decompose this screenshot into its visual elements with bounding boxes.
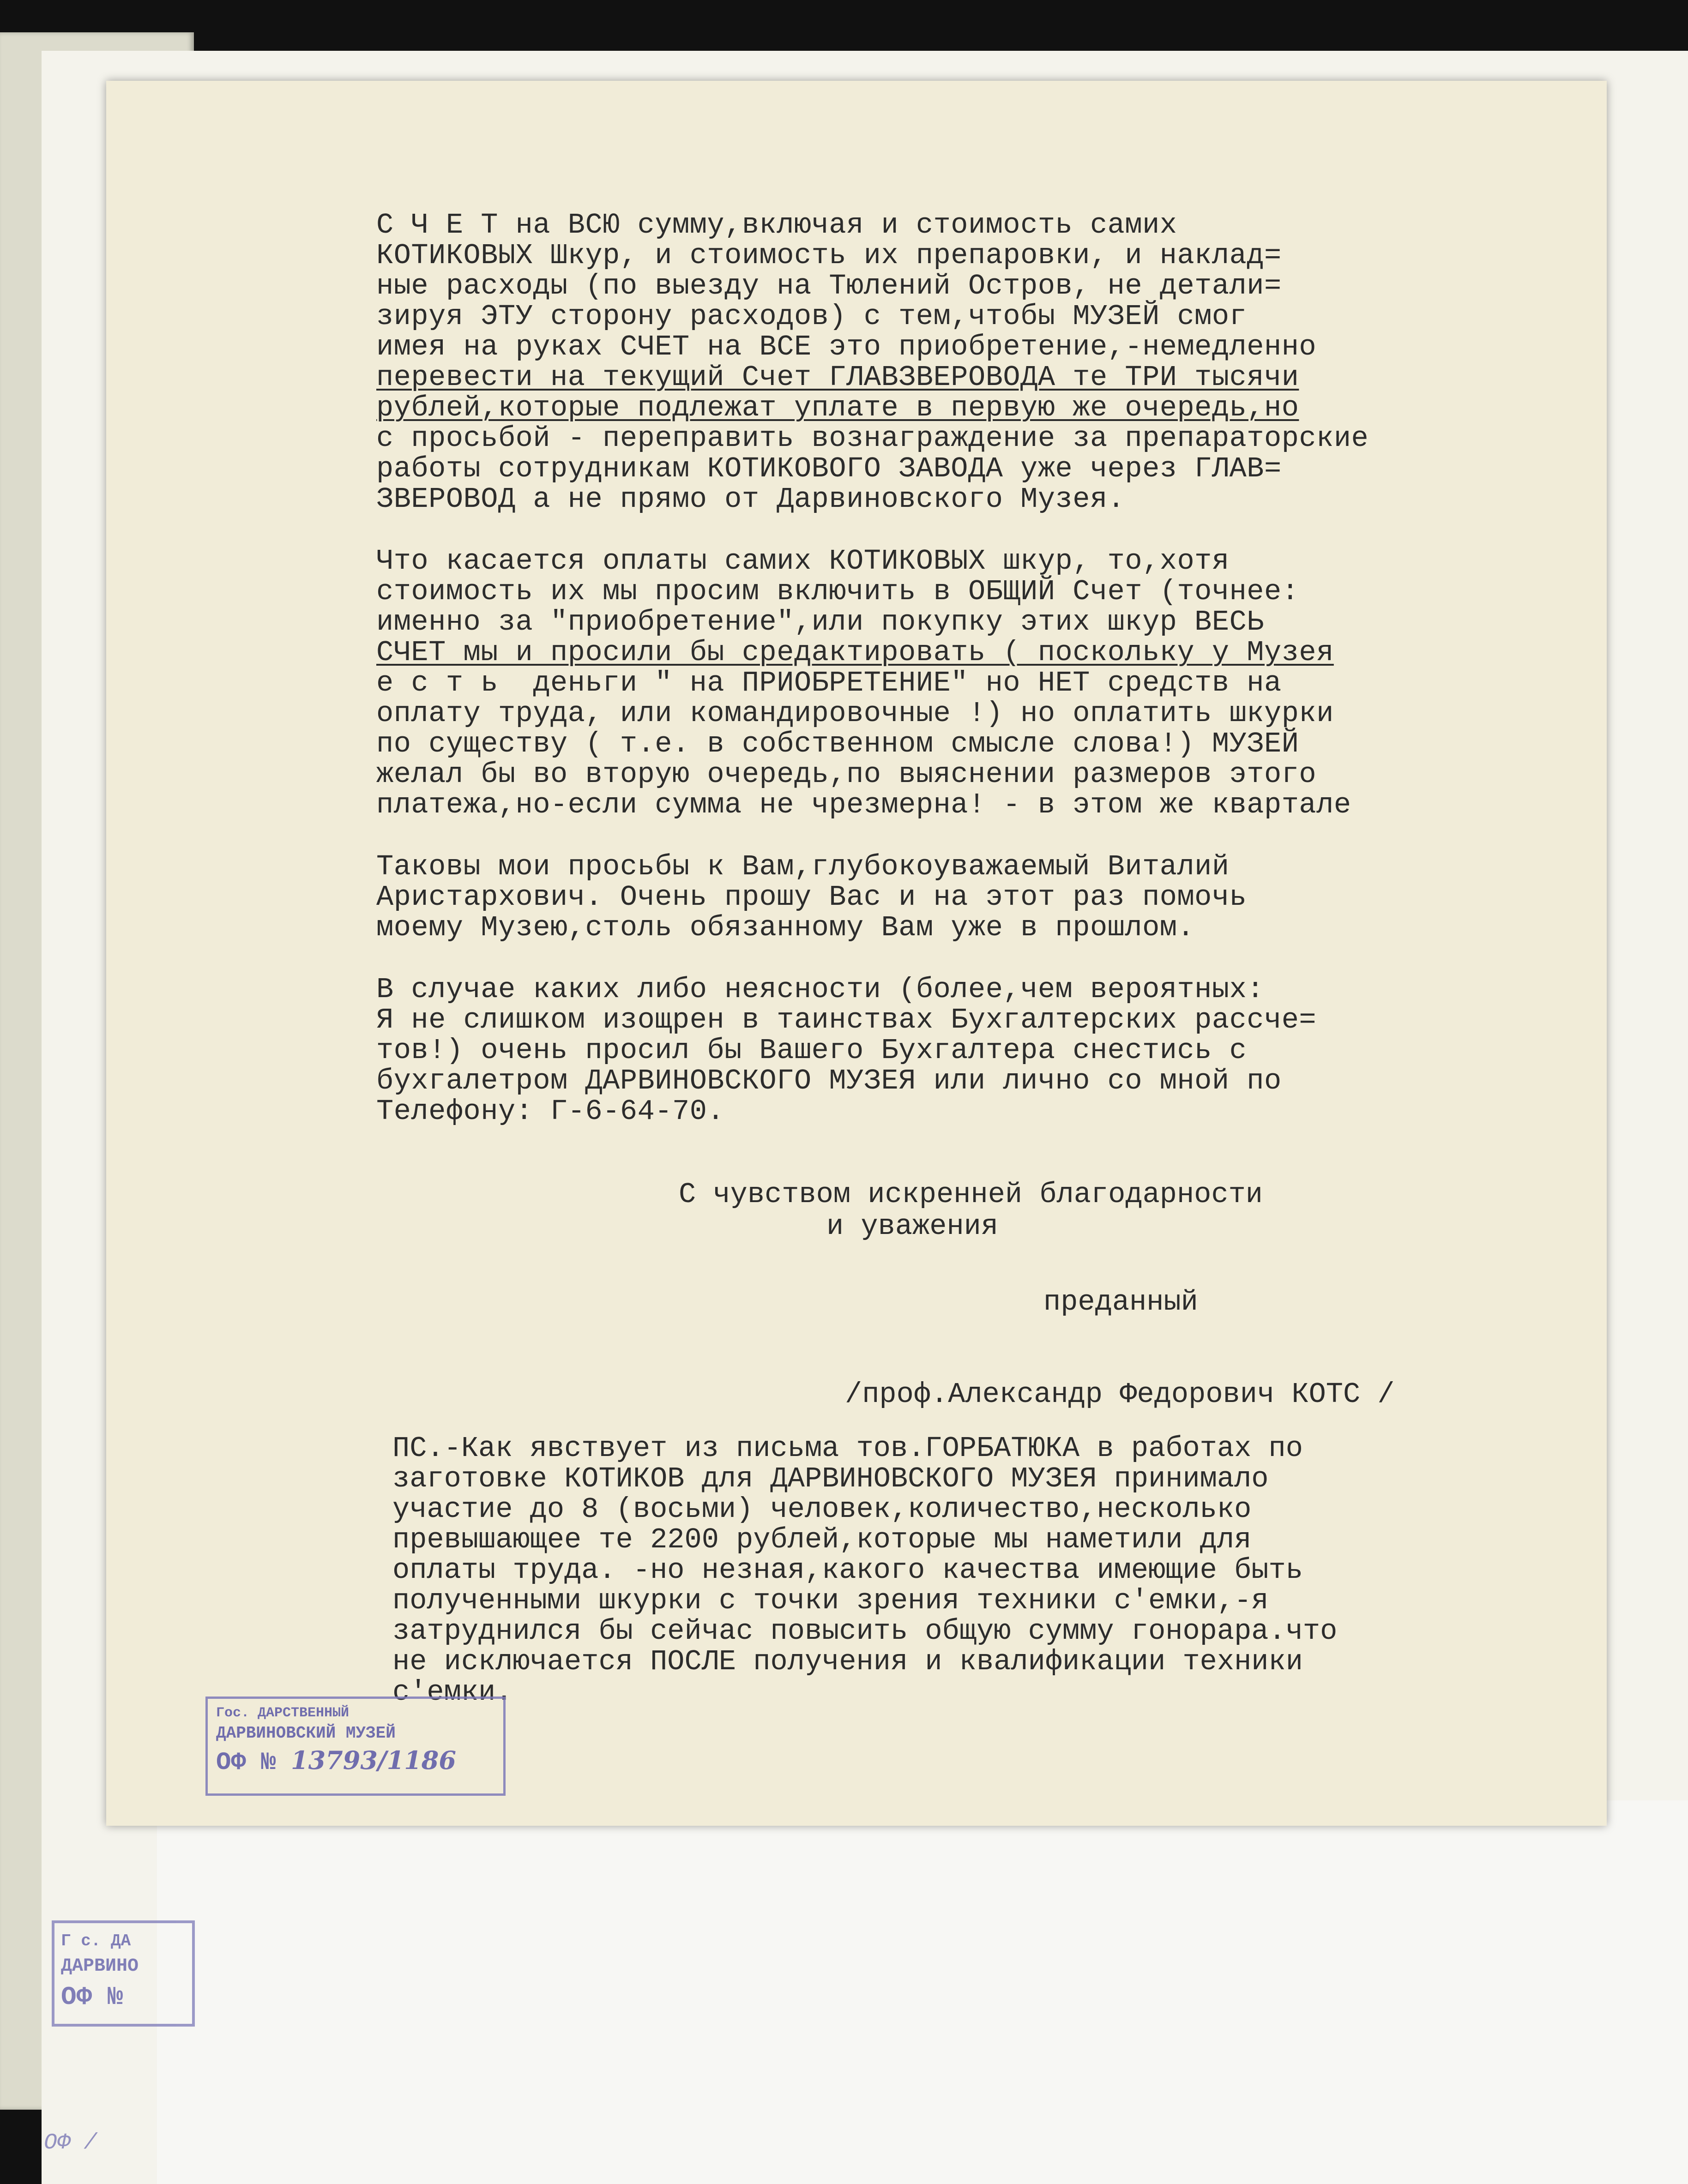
ps-line: ПС.-Как явствует из письма тов.ГОРБАТЮКА в работах по — [392, 1432, 1303, 1465]
text-line: тов!) очень просил бы Вашего Бухгалтера снестись с — [376, 1034, 1247, 1067]
postscript — [392, 1433, 1547, 1708]
text-line: Что касается оплаты самих КОТИКОВЫХ шкур, то,хотя — [376, 545, 1230, 578]
text-line: зируя ЭТУ сторону расходов) с тем,чтобы МУЗЕЙ смог — [376, 300, 1247, 333]
closing-line-2: и уважения — [826, 1210, 999, 1243]
text-line: с просьбой - переправить вознаграждение за препараторские — [376, 422, 1369, 455]
stamp-line1: Гос. ДАРСТВЕННЫЙ — [216, 1705, 350, 1721]
text-line: по существу ( т.е. в собственном смысле слова!) МУЗЕЙ — [376, 728, 1299, 760]
paragraph-1 — [376, 210, 1554, 515]
closing-line-1: С чувством искренней благодарности — [679, 1178, 1263, 1211]
text-line: Телефону: Г-6-64-70. — [376, 1095, 725, 1128]
text-line: платежа,но-если сумма не чрезмерна! - в этом же квартале — [376, 788, 1351, 821]
text-line: желал бы во вторую очередь,по выяснении размеров этого — [376, 758, 1317, 791]
paragraph-4 — [376, 975, 1554, 1127]
text-line: работы сотрудникам КОТИКОВОГО ЗАВОДА уже через ГЛАВ= — [376, 452, 1282, 485]
devoted-line: преданный — [1043, 1286, 1198, 1318]
ps-line: не исключается ПОСЛЕ получения и квалификации техники — [392, 1645, 1303, 1678]
underlying-scrawl: ОФ / — [44, 2130, 97, 2155]
ps-line: участие до 8 (восьми) человек,количество,несколько — [392, 1493, 1252, 1526]
paragraph-2 — [376, 546, 1554, 820]
museum-stamp — [205, 1697, 506, 1796]
text-line: Таковы мои просьбы к Вам,глубокоуважаемый Виталий — [376, 850, 1230, 883]
text-line: Я не слишком изощрен в таинствах Бухгалтерских рассче= — [376, 1004, 1317, 1036]
paragraph-3 — [376, 852, 1554, 943]
text-line: Аристархович. Очень прошу Вас и на этот раз помочь — [376, 881, 1247, 914]
text-line: имея на руках СЧЕТ на ВСЕ это приобретение,-немедленно — [376, 331, 1317, 363]
text-line: стоимость их мы просим включить в ОБЩИЙ Счет (точнее: — [376, 575, 1299, 608]
text-line: С Ч Е Т на ВСЮ сумму,включая и стоимость самих — [376, 209, 1177, 241]
ps-line: оплаты труда. -но незная,какого качества имеющие быть — [392, 1554, 1303, 1587]
text-line: ЗВЕРОВОД а не прямо от Дарвиновского Музея. — [376, 483, 1125, 516]
text-line: В случае каких либо неясности (более,чем вероятных: — [376, 973, 1265, 1006]
stamp-number-row — [216, 1745, 495, 1777]
under-stamp-line2: ДАРВИНО — [61, 1956, 139, 1977]
stamp-number: 13793/1186 — [291, 1745, 456, 1775]
ps-line: с'емки. — [392, 1676, 513, 1709]
text-line: бухгалетром ДАРВИНОВСКОГО МУЗЕЯ или лично со мной по — [376, 1065, 1282, 1097]
text-line: ные расходы (по выезду на Тюлений Остров, не детали= — [376, 270, 1282, 302]
underlying-sheet-bottom — [157, 1800, 1688, 2184]
underlying-museum-stamp — [52, 1920, 195, 2027]
letter-page — [106, 81, 1607, 1826]
text-line: е с т ь деньги " на ПРИОБРЕТЕНИЕ" но НЕТ средств на — [376, 667, 1282, 699]
text-line-underlined: перевести на текущий Счет ГЛАВЗВЕРОВОДА те ТРИ тысячи — [376, 361, 1299, 394]
signature: /проф.Александр Федорович КОТС / — [845, 1378, 1395, 1411]
ps-line: превышающее те 2200 рублей,которые мы наметили для — [392, 1523, 1252, 1556]
text-line: КОТИКОВЫХ Шкур, и стоимость их препаровки, и наклад= — [376, 239, 1282, 272]
letter-body — [376, 210, 1554, 1158]
text-line: оплату труда, или командировочные !) но оплатить шкурки — [376, 697, 1334, 730]
stamp-prefix: ОФ № — [216, 1749, 276, 1777]
stamp-line2: ДАРВИНОВСКИЙ МУЗЕЙ — [216, 1724, 396, 1743]
text-line-underlined: рублей,которые подлежат уплате в первую же очередь,но — [376, 391, 1299, 424]
ps-line: заготовке КОТИКОВ для ДАРВИНОВСКОГО МУЗЕЯ принимало — [392, 1462, 1269, 1495]
under-stamp-line3: ОФ № — [61, 1982, 123, 2012]
ps-line: полученными шкурки с точки зрения техники с'емки,-я — [392, 1584, 1269, 1617]
text-line: именно за "приобретение",или покупку этих шкур ВЕСЬ — [376, 606, 1265, 638]
ps-line: затруднился бы сейчас повысить общую сумму гонорара.что — [392, 1615, 1338, 1648]
text-line-underlined: СЧЕТ мы и просили бы средактировать ( поскольку у Музея — [376, 636, 1334, 669]
under-stamp-line1: Г с. ДА — [61, 1931, 131, 1950]
text-line: моему Музею,столь обязанному Вам уже в прошлом. — [376, 911, 1195, 944]
